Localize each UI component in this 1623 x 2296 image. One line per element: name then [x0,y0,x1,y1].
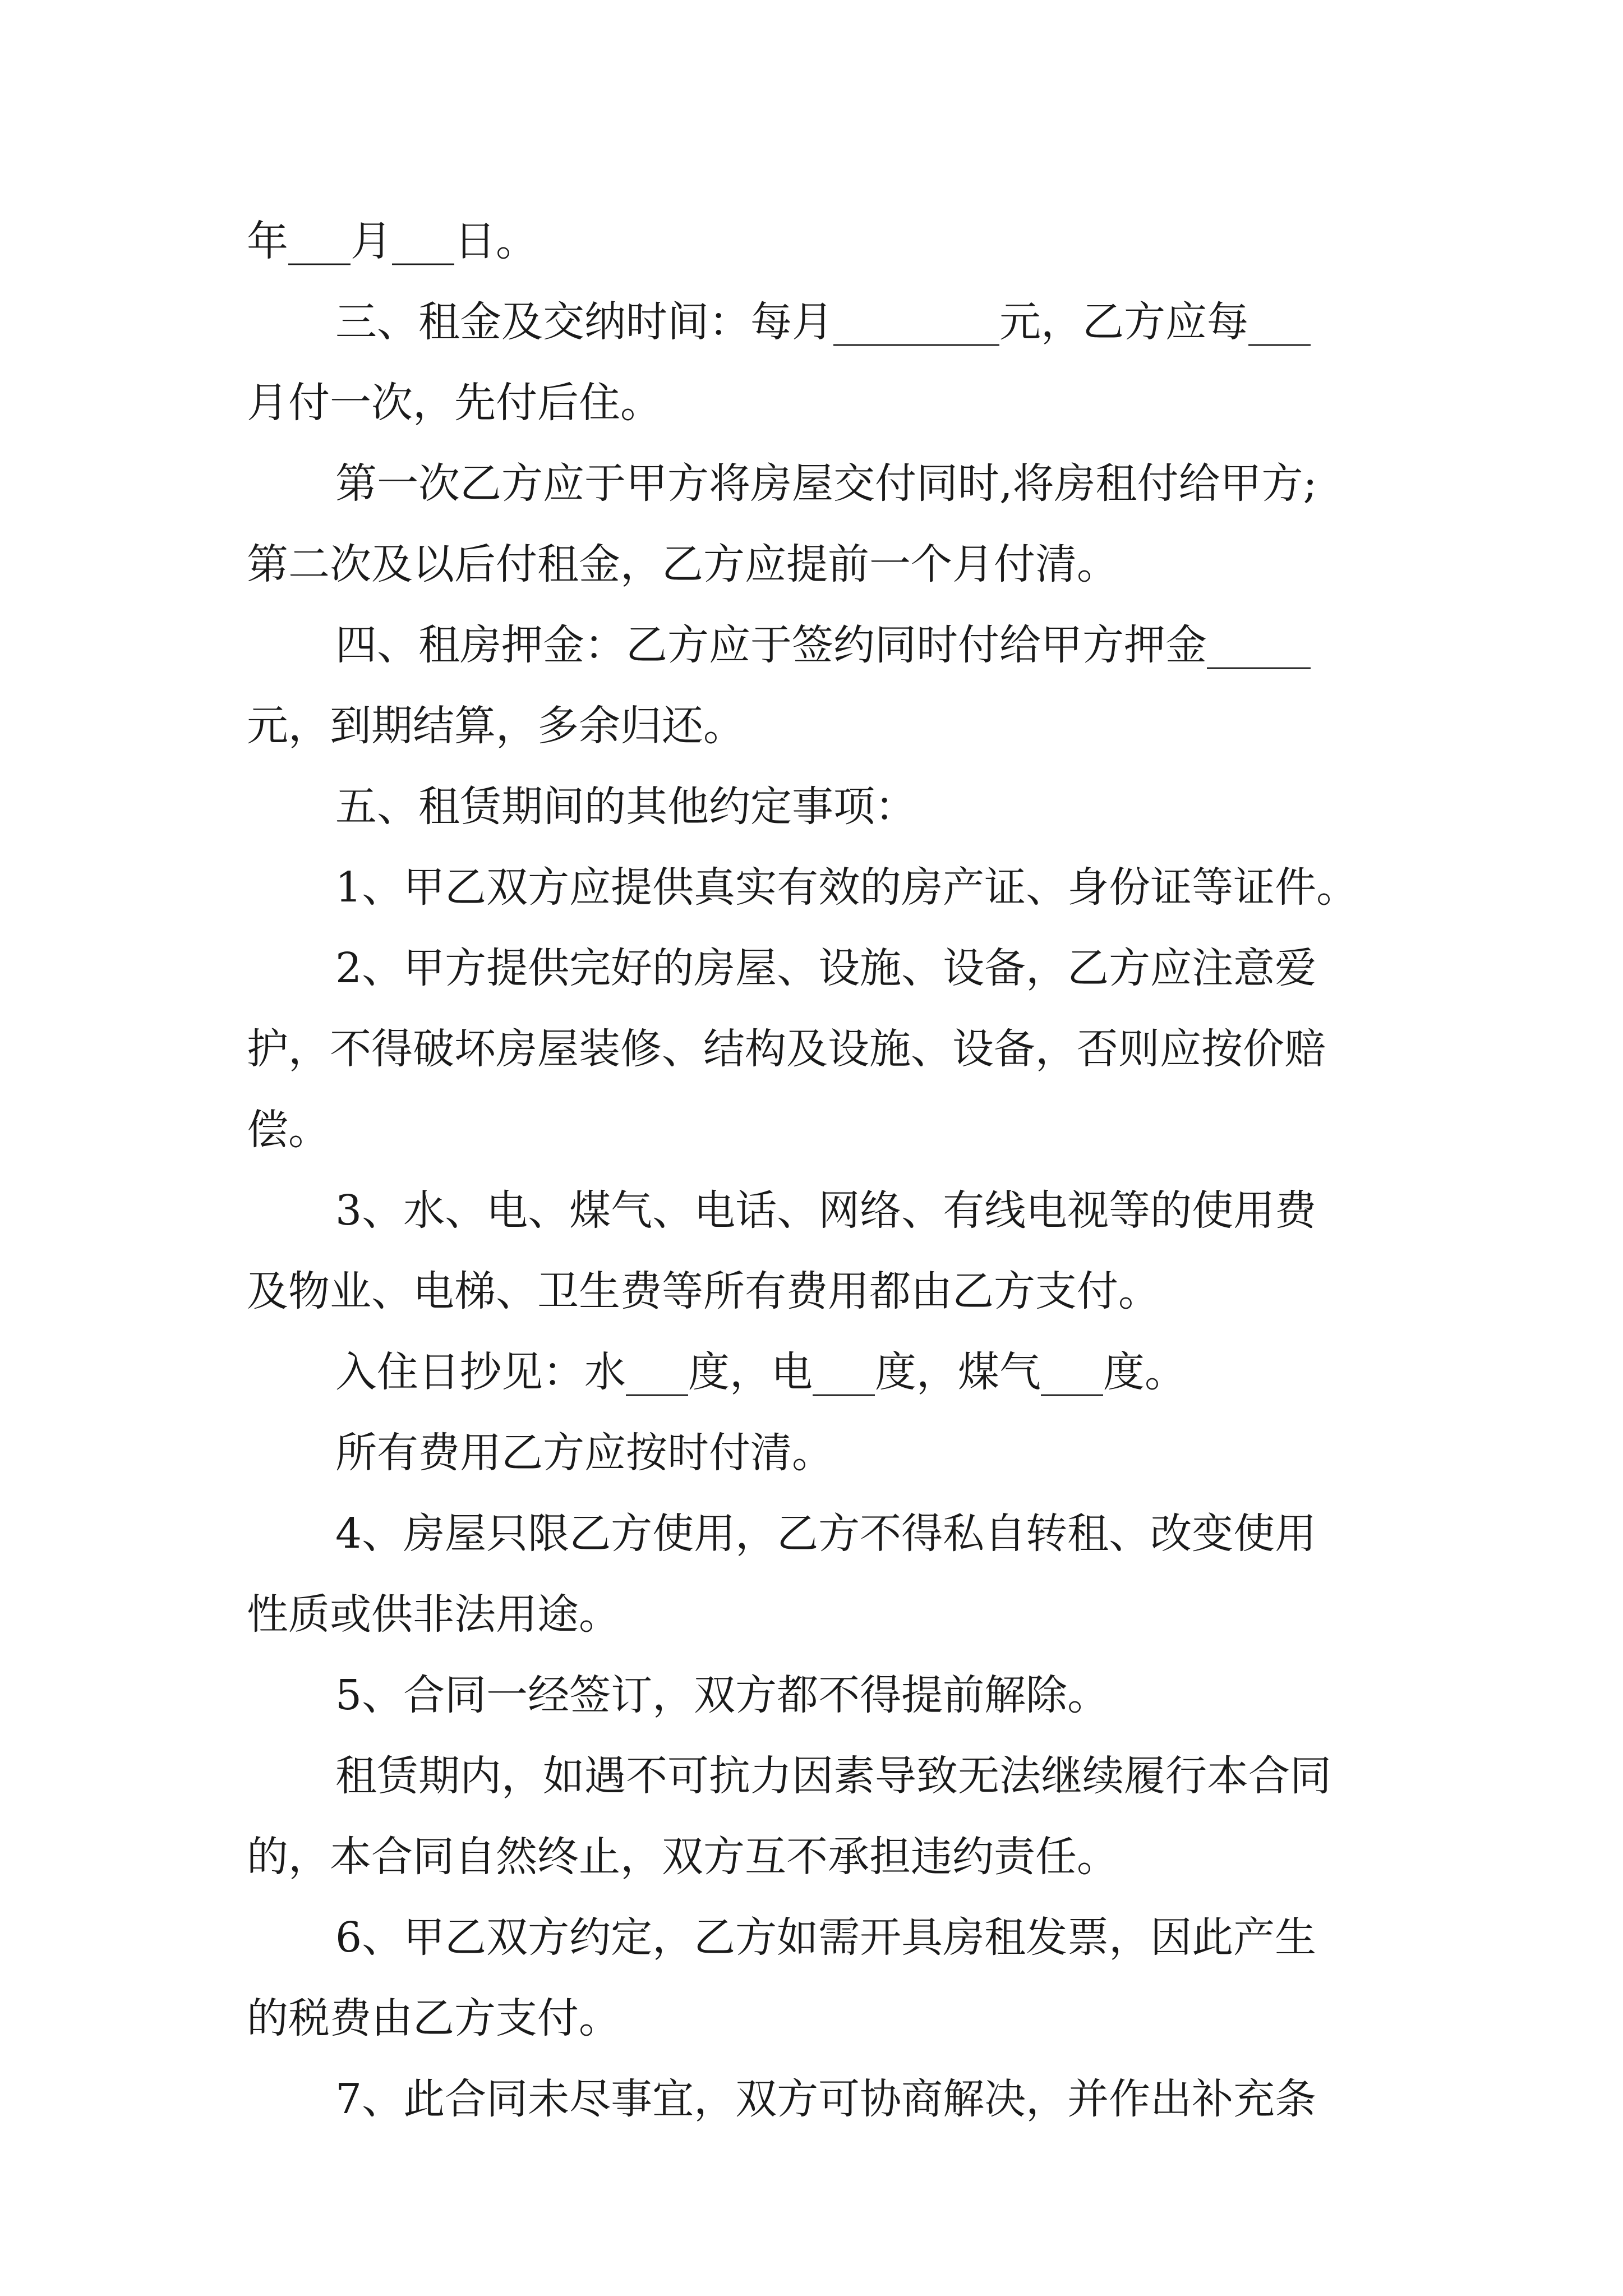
text-line: 7、此合同未尽事宜，双方可协商解决，并作出补充条 [335,2075,1317,2123]
text-line: 偿。 [247,1106,330,1154]
text-line: 所有费用乙方应按时付清。 [335,1429,833,1477]
text-line: 第一次乙方应于甲方将房屋交付同时,将房租付给甲方; [335,459,1317,508]
text-line: 第二次及以后付租金，乙方应提前一个月付清。 [247,540,1118,588]
text-line: 3、水、电、煤气、电话、网络、有线电视等的使用费 [335,1186,1317,1235]
text-line: 及物业、电梯、卫生费等所有费用都由乙方支付。 [247,1267,1160,1315]
text-line: 的，本合同自然终止，双方互不承担违约责任。 [247,1833,1118,1881]
text-line: 的税费由乙方支付。 [247,1994,620,2042]
text-line: 元，到期结算，多余归还。 [247,702,745,750]
text-line: 6、甲乙双方约定，乙方如需开具房租发票，因此产生 [335,1913,1317,1962]
text-line: 1、甲乙双方应提供真实有效的房产证、身份证等证件。 [335,863,1358,912]
text-line: 三、租金及交纳时间：每月________元，乙方应每___ [335,298,1311,346]
text-line: 入住日抄见：水___度，电___度，煤气___度。 [335,1348,1186,1396]
text-line: 性质或供非法用途。 [247,1590,620,1639]
text-line: 四、租房押金：乙方应于签约同时付给甲方押金_____ [335,621,1311,669]
text-line: 年___月___日。 [247,217,537,265]
text-line: 五、租赁期间的其他约定事项： [335,783,916,831]
text-line: 4、房屋只限乙方使用，乙方不得私自转租、改变使用 [335,1510,1317,1558]
text-line: 月付一次，先付后住。 [247,379,662,427]
text-line: 护，不得破坏房屋装修、结构及设施、设备，否则应按价赔 [247,1025,1326,1073]
text-line: 租赁期内，如遇不可抗力因素导致无法继续履行本合同 [335,1752,1331,1800]
text-line: 2、甲方提供完好的房屋、设施、设备，乙方应注意爱 [335,944,1317,992]
text-line: 5、合同一经签订，双方都不得提前解除。 [335,1671,1109,1719]
